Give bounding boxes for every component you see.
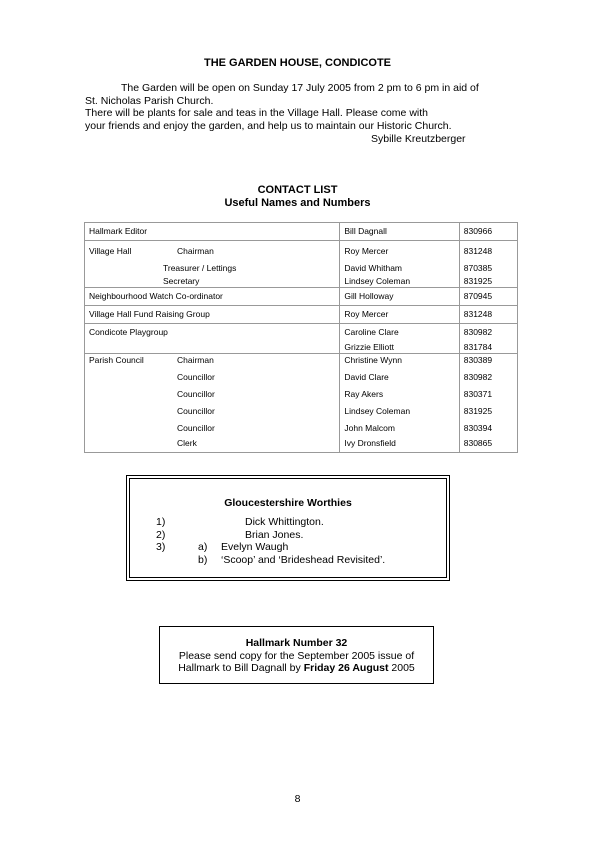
list-number: 1): [156, 516, 166, 528]
garden-line: your friends and enjoy the garden, and help us to maintain our Historic Church.: [85, 119, 452, 132]
hallmark-deadline: Friday 26 August: [303, 662, 389, 674]
list-item: [156, 529, 385, 542]
hallmark-line: Please send copy for the September 2005 issue of: [178, 649, 415, 662]
table-row: [85, 288, 518, 306]
contact-table: [84, 222, 518, 453]
table-cell-name: David Clare: [344, 372, 389, 382]
table-cell-phone: 830865: [463, 438, 493, 448]
list-text: Brian Jones.: [245, 528, 304, 541]
list-sub-number: a): [198, 541, 208, 553]
table-cell-phone: 830389: [463, 355, 493, 365]
garden-title: THE GARDEN HOUSE, CONDICOTE: [203, 57, 391, 69]
hallmark-title: Hallmark Number 32: [245, 637, 348, 649]
worthies-list: [156, 516, 385, 566]
list-item: [156, 541, 385, 554]
table-cell-name: David Whitham: [344, 263, 403, 273]
list-number: 3): [156, 541, 166, 553]
list-sub-number: b): [198, 553, 208, 566]
table-cell-role: Chairman: [177, 246, 214, 256]
garden-line: The Garden will be open on Sunday 17 July 2005 from 2 pm to 6 pm in aid of: [121, 82, 479, 94]
list-text: Evelyn Waugh: [221, 541, 289, 553]
table-cell-name: Ivy Dronsfield: [344, 438, 396, 448]
table-cell-label: Village Hall: [89, 246, 132, 256]
list-item: [156, 554, 385, 567]
table-row: [85, 241, 518, 288]
table-cell-name: Gill Holloway: [344, 291, 394, 301]
table-cell-name: Roy Mercer: [344, 246, 389, 256]
table-cell-phone: 831925: [463, 276, 493, 286]
table-cell-name: John Malcom: [344, 423, 395, 433]
table-cell-phone: 831248: [463, 246, 493, 256]
list-number: 2): [156, 528, 166, 541]
garden-signature: Sybille Kreutzberger: [371, 133, 466, 145]
hallmark-line-text: Hallmark to Bill Dagnall by: [178, 662, 304, 674]
table-cell-role: Clerk: [177, 438, 197, 448]
hallmark-line-text: 2005: [388, 662, 415, 674]
worthies-title: Gloucestershire Worthies: [224, 497, 352, 509]
table-cell-role: Councillor: [177, 372, 215, 382]
garden-line: St. Nicholas Parish Church.: [85, 94, 214, 107]
table-cell-label: Hallmark Editor: [89, 226, 148, 236]
table-cell-label: Village Hall Fund Raising Group: [89, 309, 210, 319]
table-cell-phone: 831925: [463, 406, 493, 416]
table-cell-name: Christine Wynn: [344, 355, 402, 365]
table-row: [85, 223, 518, 241]
page-number: 8: [294, 793, 301, 805]
table-cell-name: Caroline Clare: [344, 327, 399, 337]
table-cell-phone: 830982: [463, 327, 493, 337]
list-text: Dick Whittington.: [245, 516, 324, 528]
table-row: [85, 324, 518, 354]
table-row: [85, 306, 518, 324]
contact-title: CONTACT LIST: [257, 184, 338, 196]
table-cell-phone: 830982: [463, 372, 493, 382]
table-cell-label: Parish Council: [89, 355, 144, 365]
table-cell-name: Lindsey Coleman: [344, 276, 411, 286]
table-cell-phone: 870945: [463, 291, 493, 301]
table-cell-role: Councillor: [177, 406, 215, 416]
table-cell-name: Lindsey Coleman: [344, 406, 411, 416]
table-cell-role: Councillor: [177, 389, 215, 399]
table-cell-name: Ray Akers: [344, 389, 384, 399]
table-cell-phone: 830371: [463, 389, 493, 399]
table-cell-name: Bill Dagnall: [344, 226, 387, 236]
table-cell-role: Treasurer / Lettings: [163, 263, 237, 273]
table-cell-role: Councillor: [177, 423, 215, 433]
worthies-box: [129, 478, 447, 578]
table-cell-phone: 831784: [463, 342, 493, 352]
table-cell-phone: 830394: [463, 423, 493, 433]
hallmark-box: [159, 626, 434, 684]
garden-line: There will be plants for sale and teas in the Village Hall. Please come with: [85, 107, 428, 119]
table-cell-phone: 831248: [463, 309, 493, 319]
table-cell-label: Condicote Playgroup: [89, 327, 168, 337]
table-cell-phone: 870385: [463, 263, 493, 273]
table-cell-label: Neighbourhood Watch Co-ordinator: [89, 291, 223, 301]
garden-paragraph: [85, 82, 525, 132]
table-cell-role: Chairman: [177, 355, 214, 365]
table-cell-name: Grizzie Elliott: [344, 342, 394, 352]
table-cell-phone: 830966: [463, 226, 493, 236]
hallmark-line: [160, 662, 433, 675]
table-cell-name: Roy Mercer: [344, 309, 389, 319]
list-text: ‘Scoop’ and ‘Brideshead Revisited’.: [221, 553, 386, 566]
list-item: [156, 516, 385, 529]
table-row: [85, 354, 518, 453]
contact-subtitle: Useful Names and Numbers: [224, 197, 371, 209]
table-cell-role: Secretary: [163, 276, 200, 286]
